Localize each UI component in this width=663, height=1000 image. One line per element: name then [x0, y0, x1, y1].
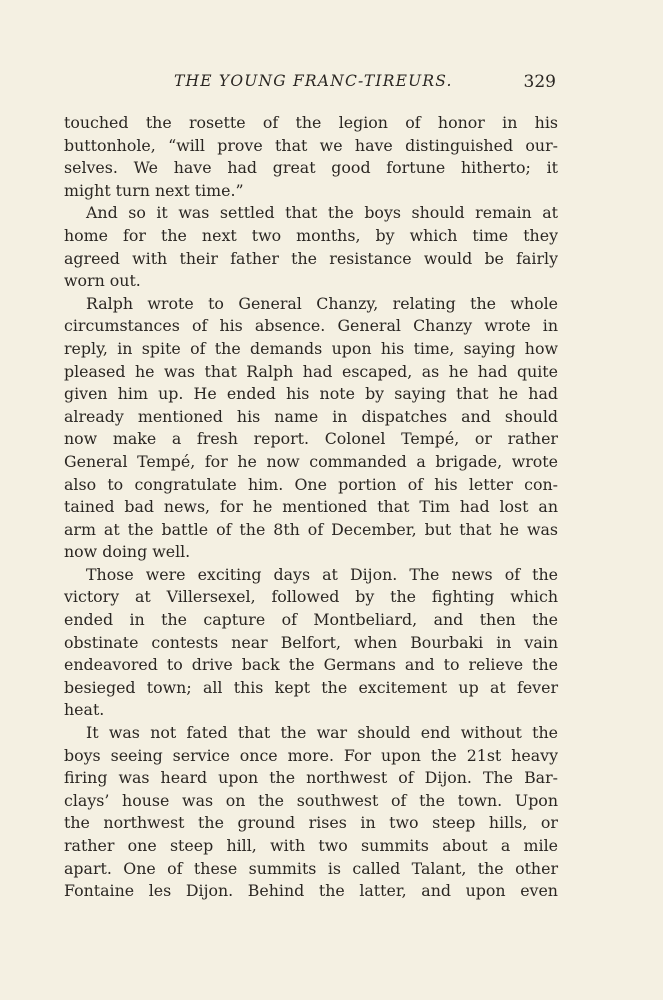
- text-line: besieged town; all this kept the excitement up at fever: [64, 677, 558, 697]
- body-text: [64, 112, 558, 903]
- text-line: Those were exciting days at Dijon. The news of the: [86, 564, 558, 584]
- text-line: arm at the battle of the 8th of December, but that he was: [64, 519, 558, 539]
- text-line: endeavored to drive back the Germans and to relieve the: [64, 655, 558, 675]
- text-line: obstinate contests near Belfort, when Bourbaki in vain: [64, 632, 558, 652]
- text-line: ended in the capture of Montbeliard, and then the: [64, 610, 558, 630]
- text-line: Ralph wrote to General Chanzy, relating the whole: [86, 293, 558, 313]
- text-line: Fontaine les Dijon. Behind the latter, and upon even: [64, 881, 558, 901]
- text-line: also to congratulate him. One portion of his letter con-: [64, 474, 558, 494]
- text-line: now doing well.: [64, 542, 191, 562]
- text-line: selves. We have had great good fortune hitherto; it: [64, 158, 558, 178]
- text-line: touched the rosette of the legion of honor in his: [64, 113, 558, 132]
- text-line: buttonhole, “will prove that we have distinguished our-: [64, 135, 558, 155]
- text-line: the northwest the ground rises in two steep hills, or: [64, 813, 558, 833]
- page-number: 329: [523, 72, 556, 92]
- text-line: reply, in spite of the demands upon his time, saying how: [64, 338, 558, 358]
- text-line: And so it was settled that the boys should remain at: [86, 203, 558, 223]
- text-line: firing was heard upon the northwest of Dijon. The Bar-: [64, 768, 558, 788]
- text-line: General Tempé, for he now commanded a brigade, wrote: [64, 451, 558, 471]
- running-title: THE YOUNG FRANC-TIREURS.: [174, 72, 453, 90]
- text-line: pleased he was that Ralph had escaped, as he had quite: [64, 361, 558, 381]
- text-line: tained bad news, for he mentioned that Tim had lost an: [64, 497, 558, 517]
- text-line: circumstances of his absence. General Chanzy wrote in: [64, 316, 558, 336]
- text-line: rather one steep hill, with two summits about a mile: [64, 836, 558, 855]
- text-line: apart. One of these summits is called Talant, the other: [64, 858, 558, 878]
- text-line: clays’ house was on the southwest of the town. Upon: [64, 790, 558, 810]
- text-line: already mentioned his name in dispatches and should: [64, 406, 558, 426]
- text-line: worn out.: [64, 271, 141, 291]
- running-head: [64, 72, 558, 96]
- text-line: now make a fresh report. Colonel Tempé, or rather: [64, 429, 558, 449]
- text-line: agreed with their father the resistance would be fairly: [64, 248, 558, 268]
- text-line: home for the next two months, by which time they: [64, 225, 558, 245]
- text-line: heat.: [64, 700, 105, 720]
- text-line: given him up. He ended his note by saying that he had: [64, 384, 558, 404]
- text-line: victory at Villersexel, followed by the fighting which: [64, 587, 558, 607]
- text-line: might turn next time.”: [64, 180, 244, 200]
- text-line: boys seeing service once more. For upon the 21st heavy: [64, 745, 558, 765]
- text-line: It was not fated that the war should end without the: [86, 723, 558, 743]
